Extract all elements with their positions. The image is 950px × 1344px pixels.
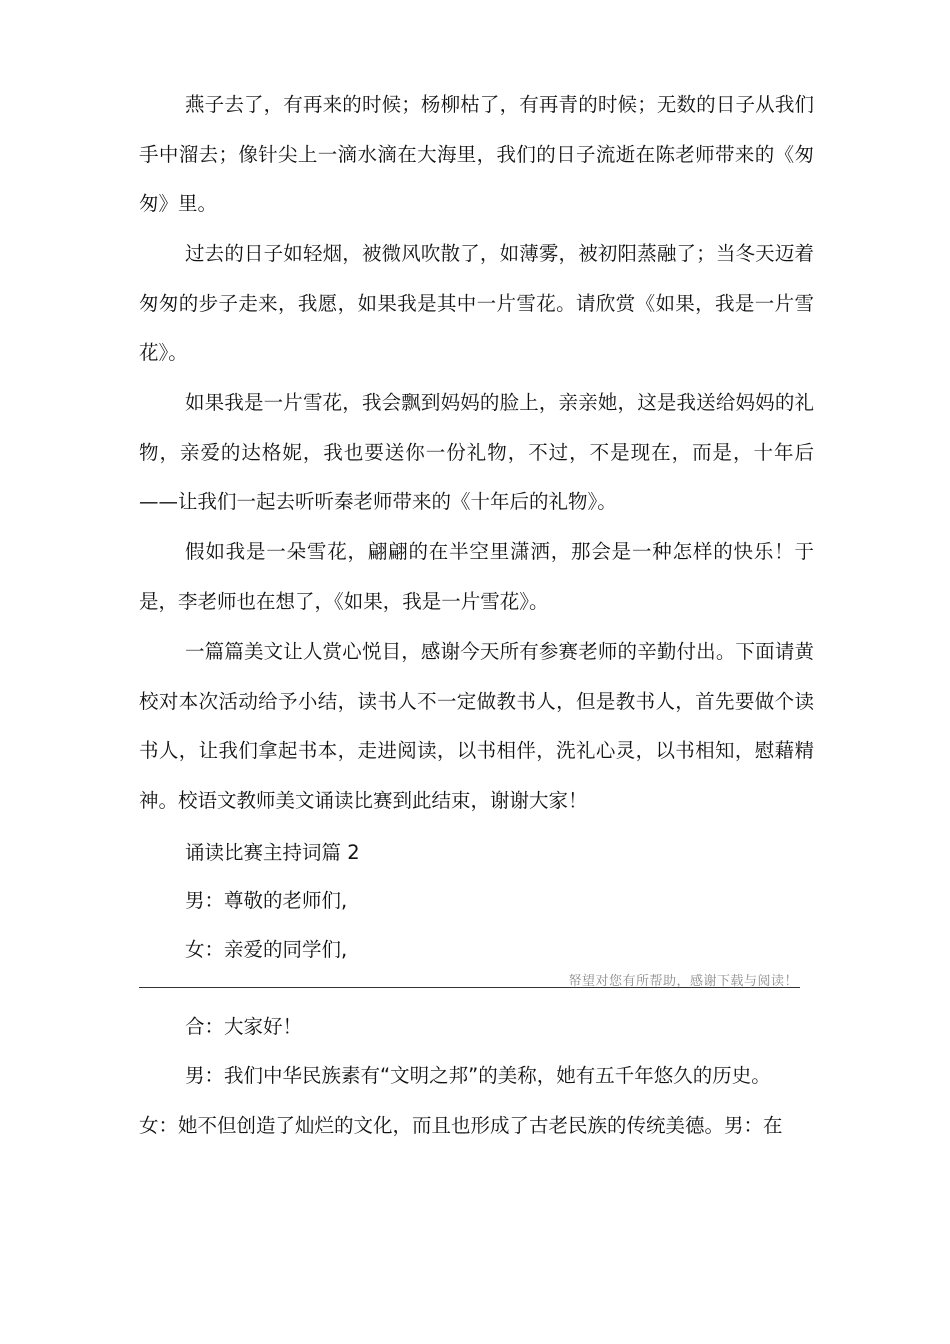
paragraph-1: 燕子去了，有再来的时候；杨柳枯了，有再青的时候；无数的日子从我们手中溜去；像针尖上一滴水滴在大海里，我们的日子流逝在陈老师带来的《匆匆》里。: [139, 93, 814, 215]
paragraph-4: 假如我是一朵雪花，翩翩的在半空里潇洒，那会是一种怎样的快乐！于是，李老师也在想了，《如果，我是一片雪花》。: [139, 540, 814, 613]
dialogue-line-female-culture: 女：她不但创造了灿烂的文化，而且也形成了古老民族的传统美德。男：在: [139, 1114, 783, 1137]
footer-note: 帑望对您有所帮助，感谢下载与阅读！: [568, 974, 798, 989]
paragraph-3: 如果我是一片雪花，我会飘到妈妈的脸上，亲亲她，这是我送给妈妈的礼物，亲爱的达格妮，我也要送你一份礼物，不过，不是现在，而是，十年后——让我们一起去听听秦老师带来的《十年后的礼物》。: [139, 391, 814, 513]
dialogue-line-together: 合：大家好！: [185, 1015, 303, 1038]
paragraph-5: 一篇篇美文让人赏心悦目，感谢今天所有参赛老师的辛勤付出。下面请黄校对本次活动给予小结，读书人不一定做教书人，但是教书人，首先要做个读书人，让我们拿起书本，走进阅读，以书相伴，洗礼心灵，以书相知，慰藉精神。校语文教师美文诵读比赛到此结束，谢谢大家！: [139, 640, 814, 812]
dialogue-line-male-greeting: 男：尊敬的老师们,: [185, 889, 348, 912]
footer-divider: [139, 987, 800, 988]
section-title: 诵读比赛主持词篇 2: [185, 841, 360, 864]
paragraph-2: 过去的日子如轻烟，被微风吹散了，如薄雾，被初阳蒸融了；当冬天迈着匆匆的步子走来，我愿，如果我是其中一片雪花。请欣赏《如果，我是一片雪花》。: [139, 242, 814, 364]
dialogue-line-male-history: 男：我们中华民族素有“文明之邦”的美称，她有五千年悠久的历史。: [185, 1064, 771, 1087]
dialogue-line-female-greeting: 女：亲爱的同学们,: [185, 938, 348, 961]
